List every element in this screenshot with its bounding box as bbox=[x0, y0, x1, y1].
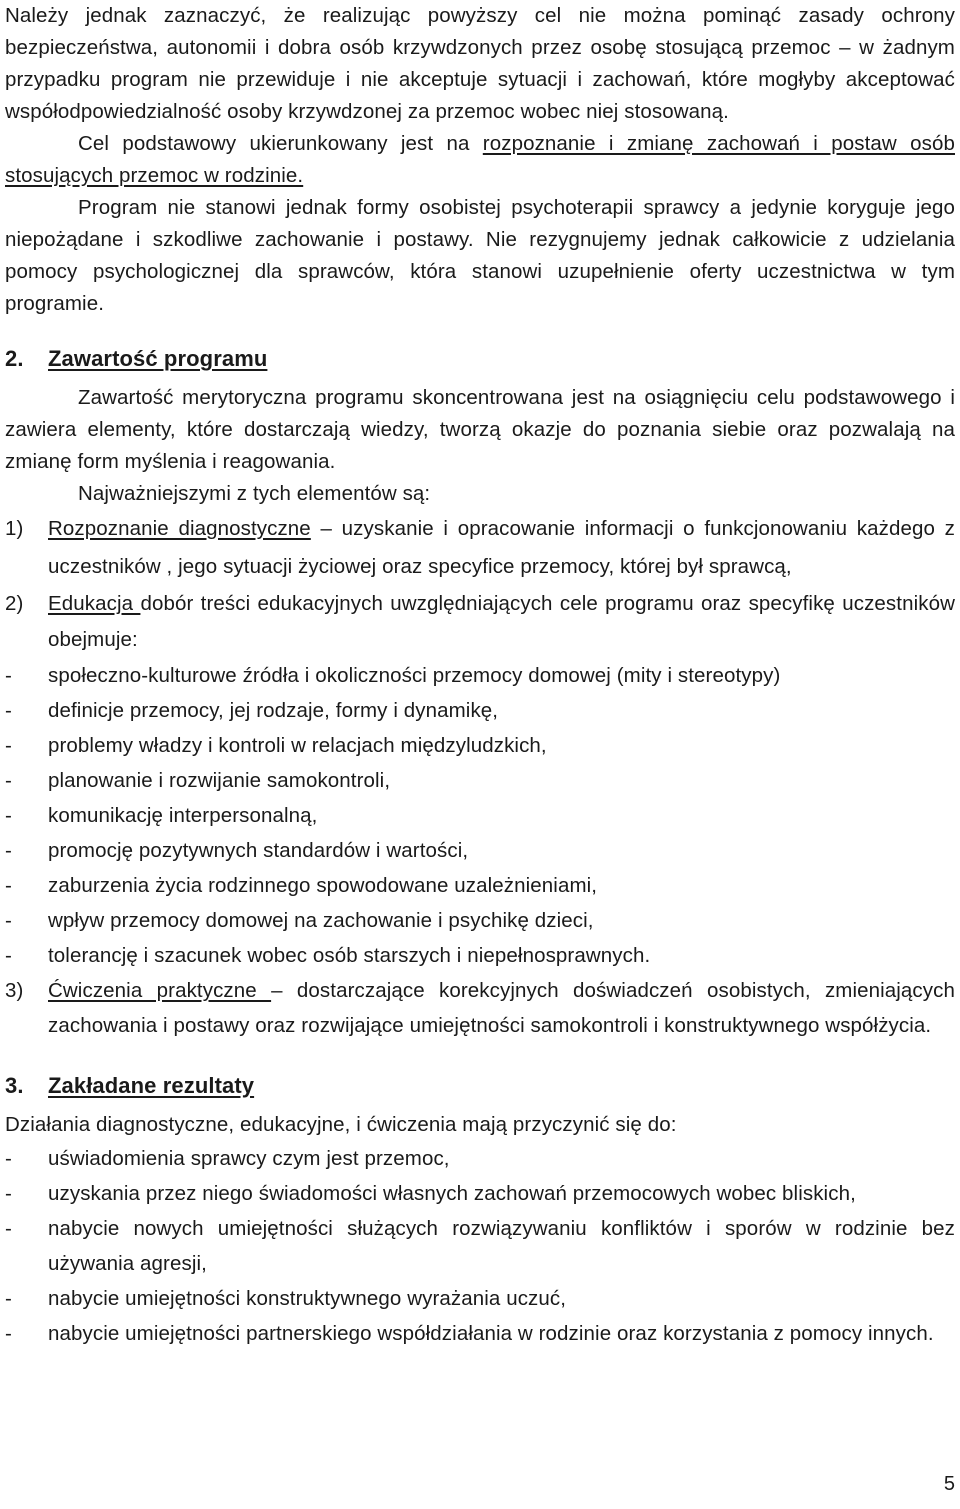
list-item bbox=[5, 903, 955, 938]
dash-marker: - bbox=[5, 839, 12, 862]
list-item-text: społeczno-kulturowe źródła i okoliczności przemocy domowej (mity i stereotypy) bbox=[48, 664, 781, 687]
section-2-number: 2. bbox=[5, 346, 24, 371]
numbered-item-2 bbox=[5, 586, 955, 658]
item-3-text bbox=[48, 973, 955, 1043]
dash-marker: - bbox=[5, 804, 12, 827]
list-item bbox=[5, 798, 955, 833]
list-item bbox=[5, 868, 955, 903]
dash-marker: - bbox=[5, 734, 12, 757]
results-list bbox=[5, 1141, 955, 1351]
list-item bbox=[5, 1211, 955, 1281]
dash-marker: - bbox=[5, 1182, 12, 1205]
list-item-text: tolerancję i szacunek wobec osób starszych i niepełnosprawnych. bbox=[48, 944, 651, 967]
list-item bbox=[5, 658, 955, 693]
dash-marker: - bbox=[5, 944, 12, 967]
intro-paragraph-2 bbox=[5, 128, 955, 192]
dash-marker: - bbox=[5, 664, 12, 687]
list-item-text: nabycie umiejętności partnerskiego współdziałania w rodzinie oraz korzystania z pomocy innych. bbox=[48, 1322, 934, 1345]
list-item-text: uświadomienia sprawcy czym jest przemoc, bbox=[48, 1147, 450, 1170]
document-page bbox=[5, 0, 955, 1351]
list-item-text: zaburzenia życia rodzinnego spowodowane uzależnieniami, bbox=[48, 874, 598, 897]
dash-marker: - bbox=[5, 1287, 12, 1310]
item-3-body: – dostarczające korekcyjnych doświadczeń osobistych, zmieniających zachowania i postawy oraz rozwijające umiejętności samokontroli i konstruktywnego współżycia. bbox=[48, 979, 955, 1037]
section-2-title: Zawartość programu bbox=[48, 346, 268, 371]
item-3-marker: 3) bbox=[5, 979, 24, 1002]
list-item-text: problemy władzy i kontroli w relacjach międzyludzkich, bbox=[48, 734, 547, 757]
dash-marker: - bbox=[5, 874, 12, 897]
item-1-body: – uzyskanie i opracowanie informacji o funkcjonowaniu każdego z uczestników , jego sytuacji życiowej oraz specyfice przemocy, której był sprawcą, bbox=[48, 517, 955, 578]
list-item-text: uzyskania przez niego świadomości własnych zachowań przemocowych wobec bliskich, bbox=[48, 1182, 856, 1205]
intro-p2-underlined: rozpoznanie i zmianę zachowań i postaw osób stosujących przemoc w rodzinie. bbox=[5, 132, 955, 187]
list-item bbox=[5, 1176, 955, 1211]
list-item bbox=[5, 728, 955, 763]
section-2-paragraph-2: Najważniejszymi z tych elementów są: bbox=[78, 482, 431, 505]
dash-marker: - bbox=[5, 909, 12, 932]
dash-marker: - bbox=[5, 1217, 12, 1240]
list-item bbox=[5, 833, 955, 868]
list-item bbox=[5, 1141, 955, 1176]
list-item-text: nabycie nowych umiejętności służących rozwiązywaniu konfliktów i sporów w rodzinie bez używania agresji, bbox=[48, 1217, 955, 1275]
dash-marker: - bbox=[5, 699, 12, 722]
list-item bbox=[5, 693, 955, 728]
section-2-heading bbox=[5, 342, 955, 376]
list-item-text: planowanie i rozwijanie samokontroli, bbox=[48, 769, 391, 792]
item-2-text bbox=[48, 586, 955, 658]
item-1-text bbox=[48, 510, 955, 586]
dash-marker: - bbox=[5, 1322, 12, 1345]
list-item bbox=[5, 1281, 955, 1316]
dash-marker: - bbox=[5, 769, 12, 792]
section-3-heading bbox=[5, 1069, 955, 1103]
item-1-marker: 1) bbox=[5, 517, 24, 540]
list-item-text: definicje przemocy, jej rodzaje, formy i dynamikę, bbox=[48, 699, 499, 722]
intro-paragraph-3: Program nie stanowi jednak formy osobistej psychoterapii sprawcy a jedynie koryguje jego niepożądane i szkodliwe zachowanie i postawy. Nie rezygnujemy jednak całkowicie z udzielania pomocy psychologicznej dla sprawców, która stanowi uzupełnienie oferty uczestnictwa w tym programie. bbox=[5, 196, 955, 315]
item-2-label: Edukacja bbox=[48, 592, 141, 615]
section-3-intro: Działania diagnostyczne, edukacyjne, i ćwiczenia mają przyczynić się do: bbox=[5, 1113, 677, 1136]
list-item-text: promocję pozytywnych standardów i wartości, bbox=[48, 839, 469, 862]
section-2-paragraph-1: Zawartość merytoryczna programu skoncentrowana jest na osiągnięciu celu podstawowego i zawiera elementy, które dostarczają wiedzy, tworzą okazje do poznania siebie oraz pozwalają na zmianę form myślenia i reagowania. bbox=[5, 386, 955, 473]
list-item-text: komunikację interpersonalną, bbox=[48, 804, 318, 827]
section-3-number: 3. bbox=[5, 1073, 24, 1098]
item-1-label: Rozpoznanie diagnostyczne bbox=[48, 517, 311, 540]
list-item bbox=[5, 1316, 955, 1351]
list-item bbox=[5, 938, 955, 973]
page-number: 5 bbox=[943, 1473, 955, 1495]
item-3-label: Ćwiczenia praktyczne bbox=[48, 979, 272, 1002]
education-topics-list bbox=[5, 658, 955, 973]
list-item bbox=[5, 763, 955, 798]
intro-paragraph-1: Należy jednak zaznaczyć, że realizując powyższy cel nie można pominąć zasady ochrony bezpieczeństwa, autonomii i dobra osób krzywdzonych przez osobę stosującą przemoc – w żadnym przypadku program nie przewiduje i nie akceptuje sytuacji i zachowań, które mogłyby akceptować współodpowiedzialność osoby krzywdzonej za przemoc wobec niej stosowaną. bbox=[5, 4, 955, 123]
numbered-item-3 bbox=[5, 973, 955, 1043]
intro-p2-prefix: Cel podstawowy ukierunkowany jest na bbox=[78, 132, 483, 155]
list-item-text: wpływ przemocy domowej na zachowanie i psychikę dzieci, bbox=[48, 909, 594, 932]
list-item-text: nabycie umiejętności konstruktywnego wyrażania uczuć, bbox=[48, 1287, 567, 1310]
numbered-item-1 bbox=[5, 510, 955, 586]
item-2-body: dobór treści edukacyjnych uwzględniających cele programu oraz specyfikę uczestników obejmuje: bbox=[48, 592, 955, 651]
item-2-marker: 2) bbox=[5, 592, 24, 615]
section-3-title: Zakładane rezultaty bbox=[48, 1073, 255, 1098]
dash-marker: - bbox=[5, 1147, 12, 1170]
